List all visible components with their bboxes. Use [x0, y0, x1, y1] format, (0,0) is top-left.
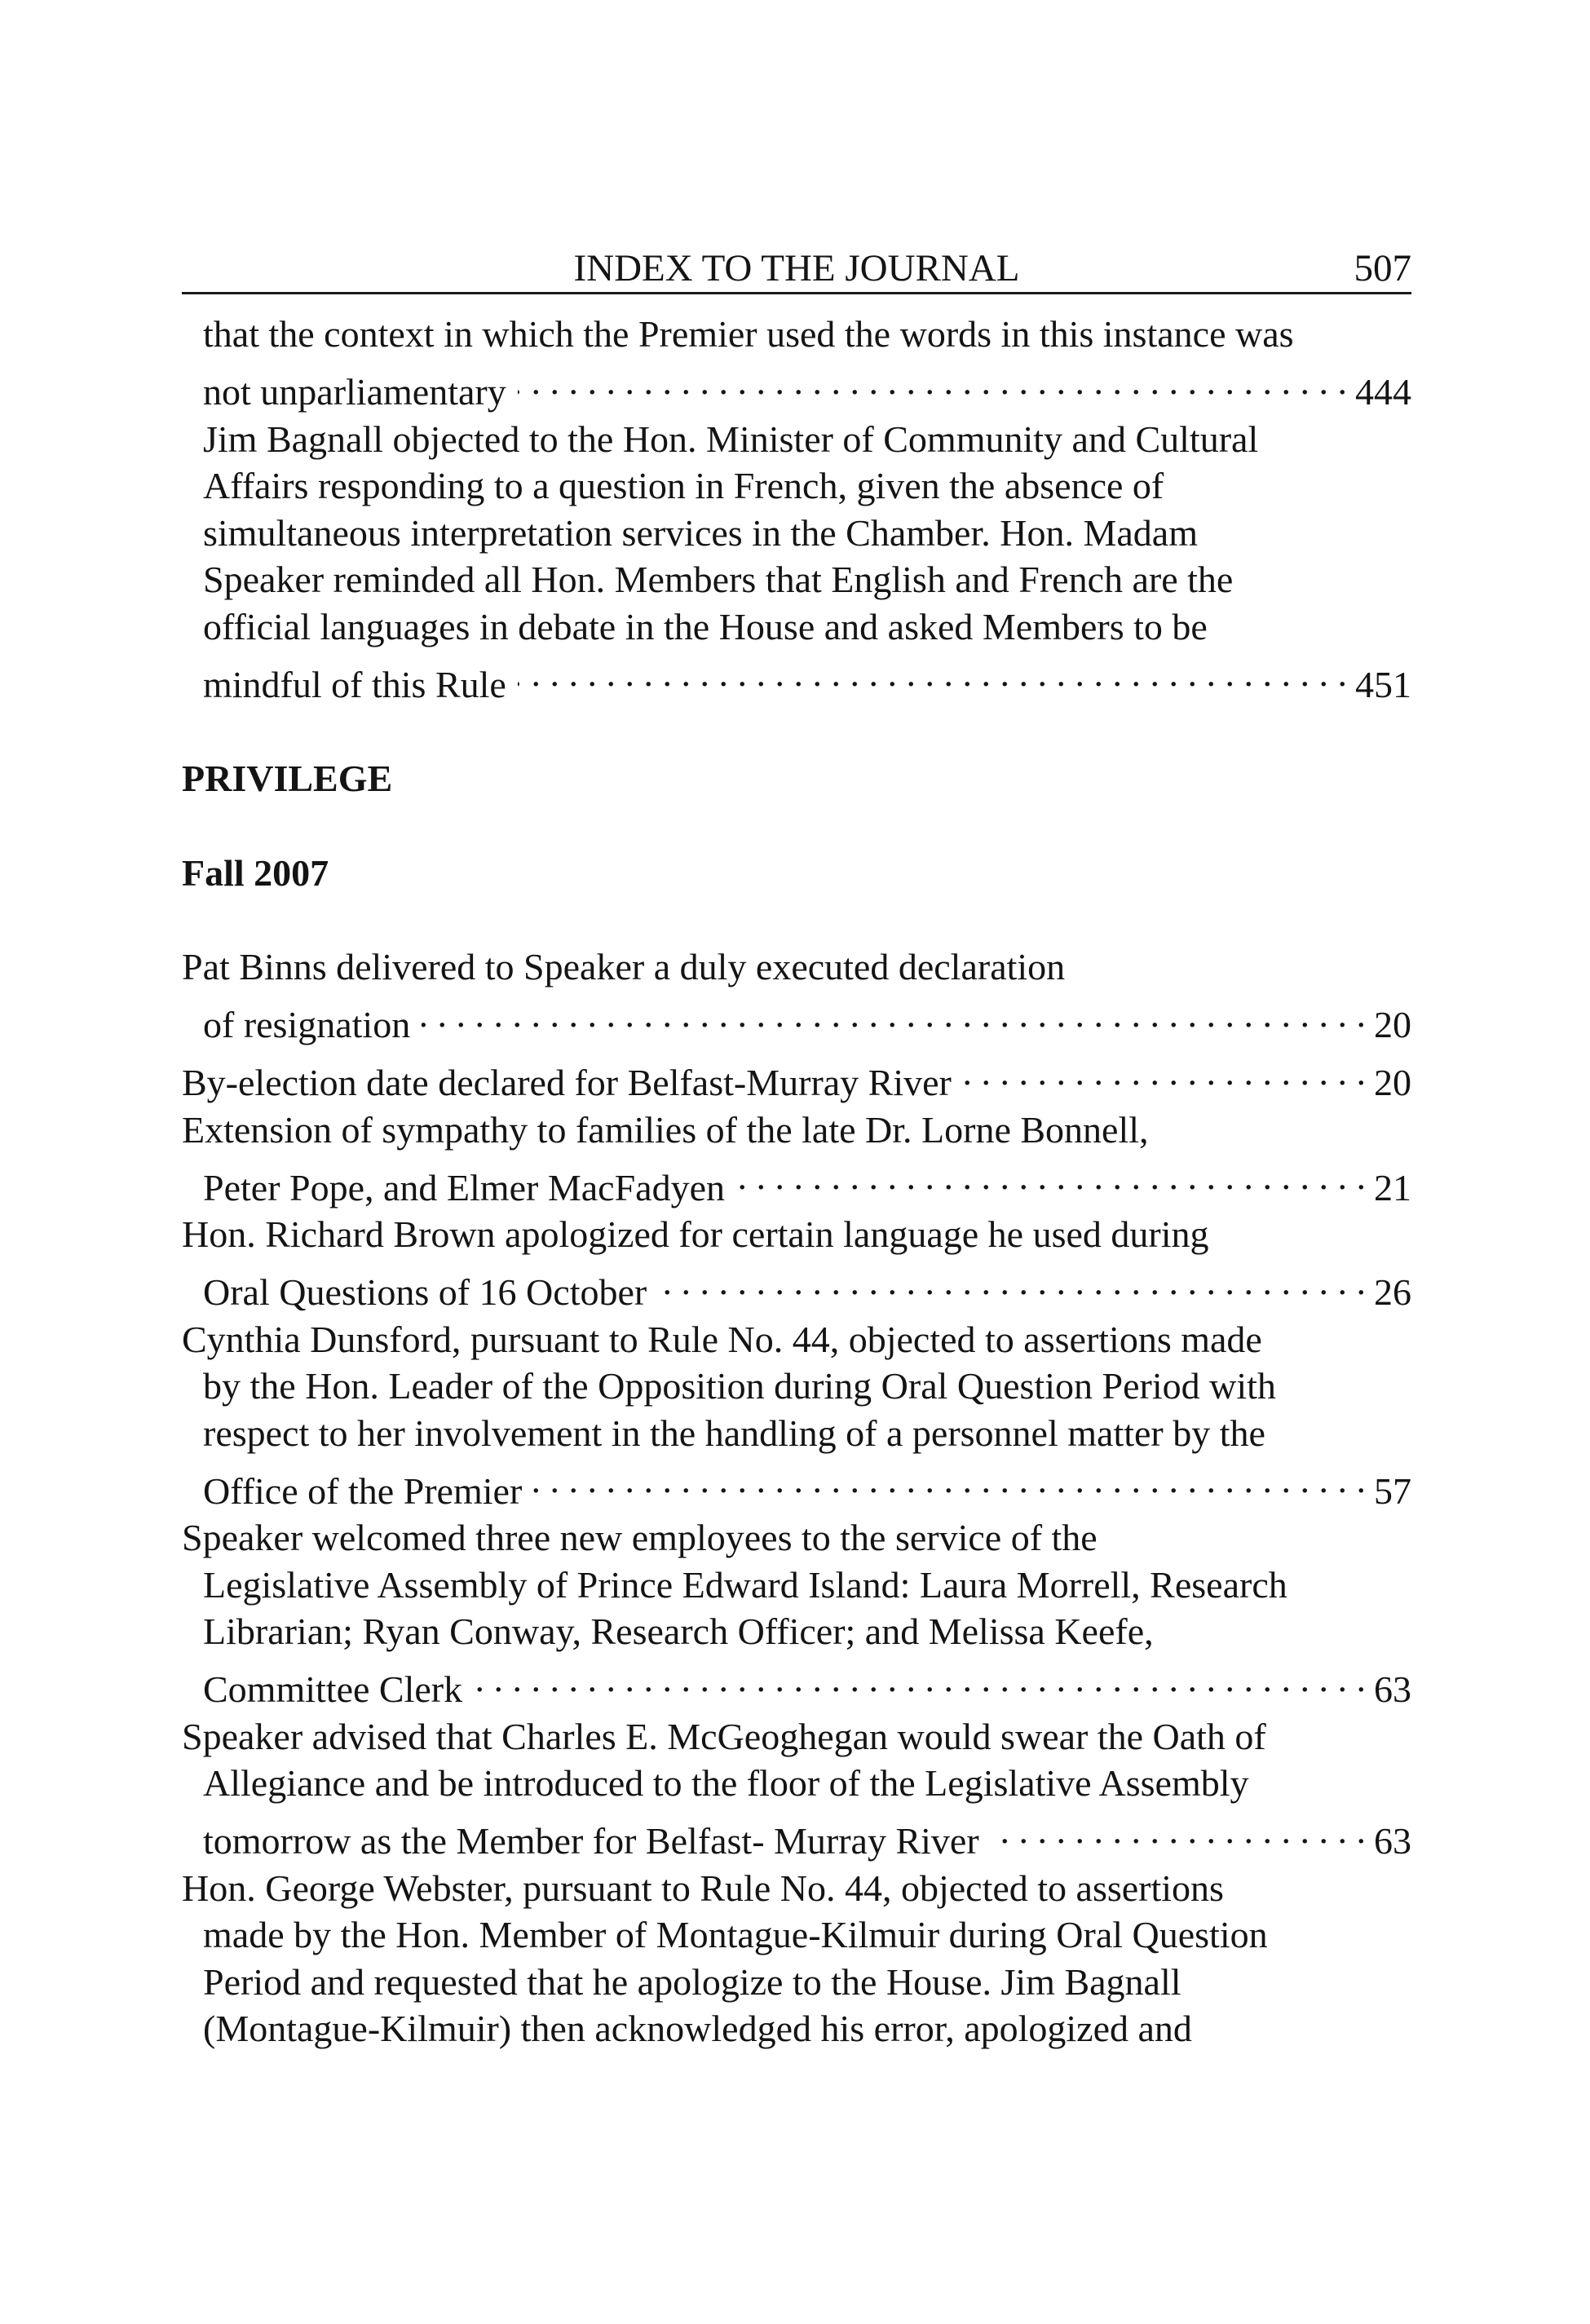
- entry-leader-line: [182, 1807, 1411, 1865]
- entry-leader-line: [182, 650, 1411, 708]
- entry-last-line: Office of the Premier: [203, 1469, 523, 1512]
- entry-last-line: Oral Questions of 16 October: [203, 1271, 647, 1313]
- index-entry: [182, 1107, 1411, 1212]
- entry-page-reference: 21: [1374, 1166, 1411, 1208]
- entry-leader-line: [182, 1049, 1411, 1107]
- entry-first-line: Hon. Richard Brown apologized for certain language he used during: [182, 1213, 1209, 1255]
- running-header: [182, 245, 1411, 294]
- entry-continuation-line: Legislative Assembly of Prince Edward Island: Laura Morrell, Research: [203, 1563, 1287, 1606]
- entry-continuation-line: respect to her involvement in the handling of a personnel matter by the: [203, 1412, 1265, 1454]
- entry-last-line: mindful of this Rule: [203, 663, 506, 705]
- entry-continuation-line: by the Hon. Leader of the Opposition during Oral Question Period with: [203, 1365, 1276, 1407]
- entry-leader-line: [182, 1655, 1411, 1713]
- entry-leader-line: [182, 1258, 1411, 1316]
- entry-first-line: Jim Bagnall objected to the Hon. Minister of Community and Cultural: [203, 418, 1259, 460]
- entry-continuation-line: Speaker reminded all Hon. Members that English and French are the: [203, 559, 1234, 600]
- entry-page-reference: 63: [1374, 1668, 1411, 1710]
- index-entries: [182, 943, 1411, 2052]
- entry-last-line: not unparliamentary: [203, 371, 506, 413]
- index-entry: [182, 1316, 1411, 1515]
- dot-leader: [963, 1049, 1366, 1096]
- entry-first-line: Pat Binns delivered to Speaker a duly executed declaration: [182, 946, 1066, 987]
- index-content: [182, 294, 1411, 2052]
- index-entry: [182, 1049, 1411, 1107]
- index-entry: [182, 1713, 1411, 1865]
- dot-leader: [991, 1807, 1366, 1854]
- index-entry: [182, 1211, 1411, 1316]
- entry-continuation-line: official languages in debate in the House and asked Members to be: [203, 605, 1208, 647]
- entry-first-line: Speaker advised that Charles E. McGeoghegan would swear the Oath of: [182, 1715, 1266, 1757]
- entry-continuation-line: made by the Hon. Member of Montague-Kilmuir during Oral Question: [203, 1914, 1268, 1955]
- entry-page-reference: 20: [1374, 1004, 1411, 1045]
- index-page: [182, 245, 1411, 2052]
- dot-leader: [518, 358, 1347, 405]
- dot-leader: [736, 1153, 1366, 1200]
- entry-first-line: Extension of sympathy to families of the late Dr. Lorne Bonnell,: [182, 1108, 1149, 1151]
- entry-page-reference: 26: [1374, 1271, 1411, 1313]
- page-number: 507: [1354, 247, 1411, 289]
- index-entry: [182, 943, 1411, 1049]
- section-heading: PRIVILEGE: [182, 758, 393, 799]
- running-header-title: INDEX TO THE JOURNAL: [573, 247, 1020, 289]
- dot-leader: [422, 991, 1366, 1038]
- entry-last-line: By-election date declared for Belfast-Murray River: [182, 1062, 952, 1103]
- index-entry: [182, 311, 1411, 416]
- entry-continuation-line: simultaneous interpretation services in the Chamber. Hon. Madam: [203, 511, 1198, 554]
- dot-leader: [518, 650, 1347, 697]
- entry-leader-line: [182, 358, 1411, 416]
- entry-first-line: Hon. George Webster, pursuant to Rule No. 44, objected to assertions: [182, 1867, 1224, 1909]
- entry-last-line: Peter Pope, and Elmer MacFadyen: [203, 1166, 725, 1208]
- entry-first-line: Cynthia Dunsford, pursuant to Rule No. 44, objected to assertions made: [182, 1318, 1262, 1360]
- index-entry: [182, 1514, 1411, 1713]
- entry-first-line: that the context in which the Premier used the words in this instance was: [203, 313, 1294, 355]
- entry-page-reference: 20: [1374, 1062, 1411, 1103]
- dot-leader: [533, 1456, 1366, 1504]
- entry-last-line: Committee Clerk: [203, 1668, 463, 1710]
- entry-page-reference: 57: [1374, 1469, 1411, 1512]
- entry-page-reference: 451: [1355, 663, 1411, 705]
- entry-continuation-line: Librarian; Ryan Conway, Research Officer; and Melissa Keefe,: [203, 1610, 1154, 1652]
- index-entry: [182, 1865, 1411, 2052]
- dot-leader: [474, 1655, 1366, 1703]
- entry-leader-line: [182, 1153, 1411, 1211]
- index-entry: [182, 416, 1411, 709]
- entry-continuation-line: (Montague-Kilmuir) then acknowledged his error, apologized and: [203, 2008, 1192, 2049]
- entry-page-reference: 444: [1355, 371, 1411, 413]
- entry-last-line: tomorrow as the Member for Belfast- Murray River: [203, 1820, 979, 1862]
- dot-leader: [658, 1258, 1366, 1306]
- entry-page-reference: 63: [1374, 1820, 1411, 1862]
- entry-last-line: of resignation: [203, 1004, 411, 1045]
- entry-first-line: Speaker welcomed three new employees to the service of the: [182, 1517, 1098, 1558]
- entry-continuation-line: Period and requested that he apologize to the House. Jim Bagnall: [203, 1960, 1181, 2003]
- entry-leader-line: [182, 1456, 1411, 1514]
- section-subheading: Fall 2007: [182, 851, 329, 894]
- continued-entries: [182, 311, 1411, 708]
- entry-continuation-line: Allegiance and be introduced to the floor of the Legislative Assembly: [203, 1762, 1249, 1804]
- entry-continuation-line: Affairs responding to a question in French, given the absence of: [203, 465, 1164, 506]
- entry-leader-line: [182, 991, 1411, 1049]
